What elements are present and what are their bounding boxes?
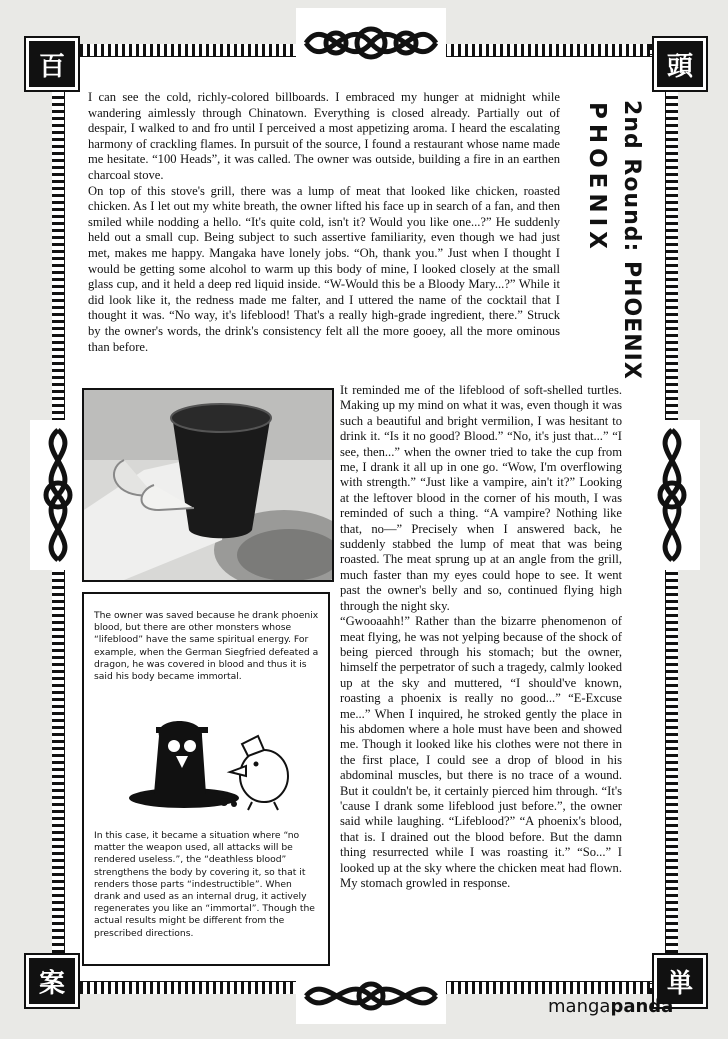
watermark-logo <box>548 996 673 1017</box>
watermark-pre: manga <box>548 996 611 1017</box>
corner-kanji-top-right: 頭 <box>654 38 706 90</box>
chapter-title <box>574 100 644 380</box>
blood-cup-illustration <box>84 390 332 580</box>
top-knot-ornament <box>296 8 446 78</box>
story-text-right <box>340 383 622 891</box>
corner-kanji-top-left: 百 <box>26 38 78 90</box>
chapter-title-line1: 2nd Round: PHOENIX <box>619 100 644 380</box>
chapter-title-line2: PHOENIX <box>584 102 610 254</box>
note-text-top: The owner was saved because he drank phoenix blood, but there are other monsters whose “lifeblood” have the same spiritual energy. For example, when the German Siegfried defeated a dragon, he was covered in blood and thus it is said his body became immortal. <box>94 610 319 683</box>
watermark-post: panda <box>610 996 674 1017</box>
note-text-bottom: In this case, it became a situation where “no matter the weapon used, all attacks will be rendered useless.”, the “deathless blood” strengthens the body by covering it, so that it renders those parts “indestructible”. When drank and used as an internal drug, it actively regenerates you like an “immortal”. Though the actual results might be different from the prescribed directions. <box>94 830 315 939</box>
corner-kanji-bottom-left: 案 <box>26 955 78 1007</box>
right-knot-ornament <box>644 420 700 570</box>
blood-cup-photo <box>82 388 334 582</box>
left-knot-ornament <box>30 420 86 570</box>
story-paragraph: On top of this stove's grill, there was a lump of meat that looked like chicken, roasted chicken. As I let out my white breath, the owner lifted his face up in search of a fan, and then smiled while nodding a hello. “It's quite cold, isn't it? Would you like one...?” He suddenly held out a small cup. Being subject to such assertive familiarity, even though we had just met, makes me happy. Mangaka have lonely jobs. “Oh, thank you.” Just when I thought I would be getting some alcohol to warm up this body of mine, I looked closely at the small glass cup, and it held a deep red liquid inside. “W-Would this be a Bloody Mary...?” While it did look like it, the redness made me falter, and I uttered the name of the cocktail that I thought it was. “No way, it's lifeblood! That's a really high-grade ingredient, there.” Struck by the owner's words, the drink's consistency felt all the more gooey, all the more ominous than before. <box>88 183 560 354</box>
corner-kanji-bottom-right: 単 <box>654 955 706 1007</box>
monster-and-bird-illustration <box>124 706 294 816</box>
story-paragraph: It reminded me of the lifeblood of soft-shelled turtles. Making up my mind on what it was, even though it was such a beautiful and bright vermilion, I was hesitant to drink it. “Is it no good? Blood.” “No, it's just that...” “I see, then...” when the owner tried to take the cup from me, I drank it all up in one go. “Wow, I'm overflowing with strength.” “Just like a vampire, ain't it?” Looking at the leftover blood in the corner of his mouth, I was reminded of such a thing. “A vampire? Nothing like that, no—” Precisely when I answered back, he suddenly stabbed the lump of meat that was being roasted. The meat sprung up at an angle from the grill, much faster than my eyes could hope to see. It went past the owner's belly and so, continued flying high through the night sky. <box>340 383 622 613</box>
note-box <box>82 592 330 966</box>
story-text-top <box>88 90 560 355</box>
story-paragraph: “Gwooaahh!” Rather than the bizarre phenomenon of meat flying, he was not yelping because of the shock of being pierced through his stomach; but the owner, himself the perpetrator of such a tragedy, calmly looked up at the sky and muttered, “I should've known, roasting a phoenix is really no good...” “E-Excuse me...” When I inquired, he stroked gently the place in his abdomen where a hole must have been and showed me. Though it looked like his clothes were not there in the first place, I could see a drop of blood in his abdominal muscles, but there is no trace of a wound. But it couldn't be, it certainly pierced him through. “It's 'cause I drank some lifeblood just before.”, the owner said while laughing. “Lifeblood?” “A phoenix's blood, that is. I drained out the blood before. But the damn thing resurrected while I was roasting it.” “So...” I looked up at the sky where the chicken meat had flown. My stomach growled in response. <box>340 614 622 890</box>
bottom-knot-ornament <box>296 968 446 1024</box>
story-paragraph: I can see the cold, richly-colored billboards. I embraced my hunger at midnight while wandering aimlessly through Chinatown. Everything is closed already. Partially out of despair, I walked to and fro until I perceived a most appetizing aroma. I heard the escalating harmony of crackling flames. In pursuit of the source, I found a restaurant whose name made me hesitate. “100 Heads”, it was called. The owner was outside, building a fire in an earthen charcoal stove. <box>88 90 560 182</box>
